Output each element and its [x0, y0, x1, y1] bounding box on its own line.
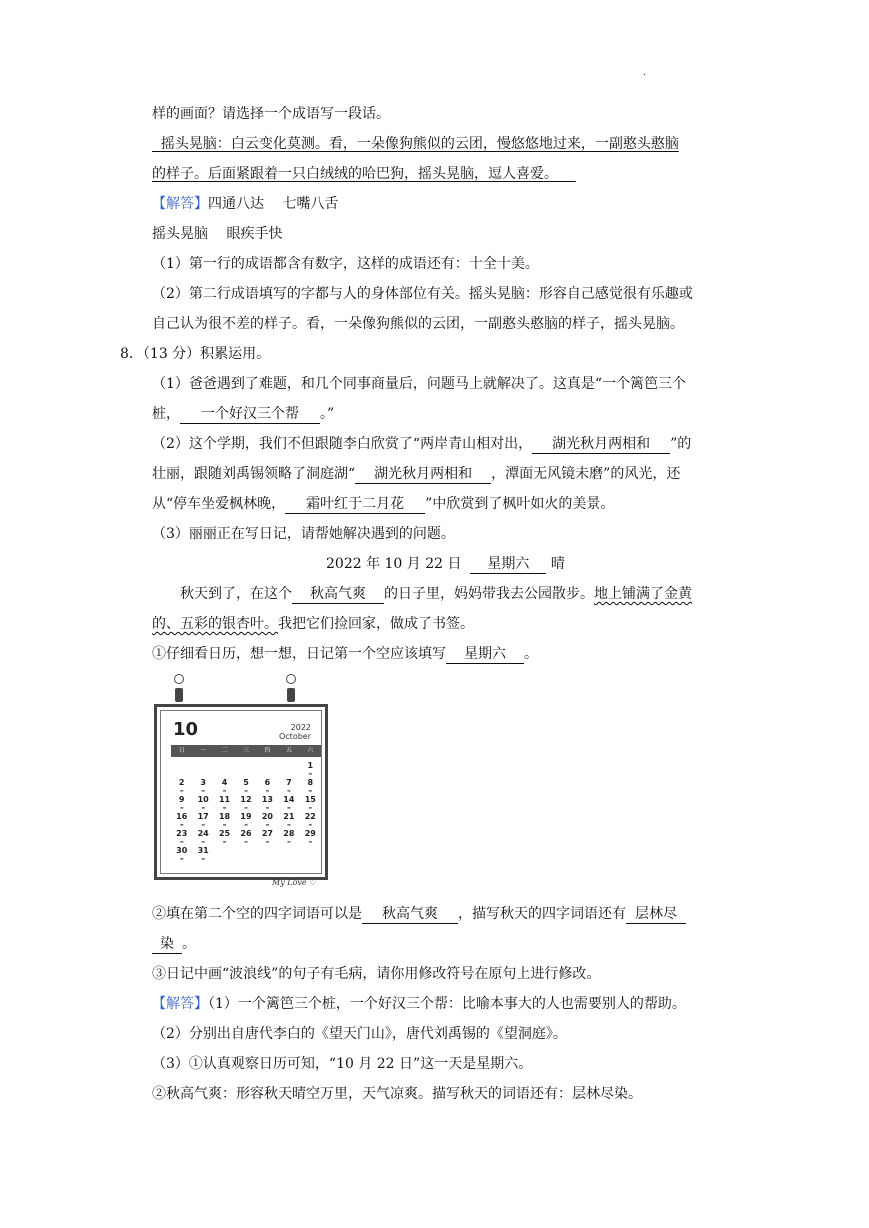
answer-blank: 湖光秋月两相和: [355, 465, 491, 484]
calendar-day-subtext: ▬: [244, 822, 248, 827]
line-1: 样的画面？请选择一个成语写一段话。: [152, 106, 390, 122]
line-2: [152, 134, 679, 156]
calendar-image: [150, 668, 330, 896]
line-26: ②秋高气爽：形容秋天晴空万里，天气凉爽。描写秋天的词语还有：层林尽染。: [152, 1086, 642, 1102]
answer-tag: 【解答】: [152, 196, 208, 212]
calendar-day: [171, 812, 192, 828]
calendar-day-number: 25: [218, 829, 231, 838]
calendar-day: [278, 846, 299, 862]
calendar-day: [257, 812, 278, 828]
diary-line-1-b: 的日子里，妈妈带我去公园散步。: [384, 586, 594, 602]
calendar-board: [154, 704, 328, 880]
calendar-day: [257, 761, 278, 777]
calendar-day-number: 8: [307, 778, 314, 787]
calendar-day: [300, 795, 321, 811]
calendar-day: [300, 812, 321, 828]
calendar-day: [171, 829, 192, 845]
line-15: （3）丽丽正在写日记，请帮她解决遇到的问题。: [152, 526, 455, 542]
line-19: [152, 644, 538, 666]
answer-text: （1）一个篱笆三个桩，一个好汉三个帮：比喻本事大的人也需要别人的帮助。: [208, 996, 686, 1012]
hanger-icon: [286, 674, 296, 702]
calendar-day-subtext: ▬: [222, 805, 227, 810]
idiom-blank: 秋高气爽: [292, 585, 384, 604]
calendar-day-subtext: ▬: [201, 788, 206, 793]
calendar-day-subtext: ▬: [179, 822, 184, 827]
calendar-signature: My Love ♡: [272, 878, 317, 887]
wavy-sentence-part-1: 地上铺满了金黄: [594, 586, 692, 602]
calendar-day-number: 26: [240, 829, 252, 838]
calendar-day: [192, 812, 213, 828]
calendar-day: [257, 795, 278, 811]
calendar-day: [257, 829, 278, 845]
calendar-weekday: 日: [178, 747, 185, 754]
calendar-day-number: 21: [283, 812, 295, 821]
calendar-day-subtext: ▬: [244, 788, 248, 793]
calendar-day-subtext: ▬: [179, 856, 184, 861]
calendar-day-number: 12: [240, 795, 252, 804]
line-12: [152, 434, 691, 456]
weather: 晴: [550, 556, 565, 572]
answer-blank: 霜叶红于二月花: [285, 495, 425, 514]
line-21: [152, 934, 196, 956]
calendar-day: [171, 761, 192, 777]
calendar-month: 10: [173, 719, 199, 740]
line-3: [152, 164, 576, 186]
calendar-day-number: 29: [304, 829, 316, 838]
calendar-day-number: 27: [261, 829, 273, 838]
answer-line-1: [152, 194, 338, 216]
calendar-day-number: 18: [218, 812, 231, 821]
line-11-b: 。”: [320, 406, 335, 422]
calendar-day: [214, 761, 235, 777]
calendar-day: [235, 829, 256, 845]
line-19-b: 。: [524, 646, 538, 662]
calendar-day: [257, 846, 278, 862]
calendar-day-number: 20: [261, 812, 273, 821]
line-21-b: 。: [182, 936, 196, 952]
calendar-day: [192, 778, 213, 794]
calendar-day-number: 11: [218, 795, 231, 804]
line-13: [152, 464, 680, 486]
calendar-day-number: 31: [197, 846, 209, 855]
line-19-a: ①仔细看日历，想一想，日记第一个空应该填写: [152, 646, 446, 662]
calendar-day-subtext: ▬: [222, 839, 227, 844]
calendar-day-number: 19: [240, 812, 252, 821]
calendar-day-number: 7: [286, 778, 292, 787]
calendar-day: [235, 812, 256, 828]
line-24: （2）分别出自唐代李白的《望天门山》，唐代刘禹锡的《望洞庭》。: [152, 1026, 567, 1042]
calendar-day-subtext: ▬: [179, 788, 184, 793]
line-10: （1）爸爸遇到了难题，和几个同事商量后，问题马上就解决了。这真是“一个篱笆三个: [152, 376, 687, 392]
calendar-day-subtext: ▬: [265, 839, 270, 844]
calendar-day: [300, 761, 321, 777]
calendar-day: [235, 846, 256, 862]
calendar-day: [300, 846, 321, 862]
diary-line-2: [152, 614, 474, 636]
calendar-day-subtext: ▬: [308, 805, 313, 810]
calendar-day-subtext: ▬: [201, 822, 206, 827]
calendar-weekday: 三: [242, 747, 249, 754]
line-25: （3）①认真观察日历可知，“10 月 22 日”这一天是星期六。: [152, 1056, 533, 1072]
calendar-day: [192, 829, 213, 845]
line-14: [152, 494, 614, 516]
page-marker: ·: [643, 70, 647, 81]
line-13-a: 壮丽，跟随刘禹锡领略了洞庭湖“: [152, 466, 356, 482]
calendar-day-subtext: ▬: [286, 822, 291, 827]
calendar-day-subtext: ▬: [201, 805, 206, 810]
answer-blank: 一个好汉三个帮: [180, 405, 320, 424]
line-8: 自己认为很不差的样子。看，一朵像狗熊似的云团，一副憨头憨脑的样子，摇头晃脑。: [152, 316, 684, 332]
calendar-day-subtext: ▬: [265, 805, 270, 810]
line-3-text: 的样子。后面紧跟着一只白绒绒的哈巴狗，摇头晃脑，逗人喜爱。: [152, 166, 558, 182]
answer-blank: 层林尽: [626, 905, 686, 924]
calendar-day: [192, 846, 213, 862]
calendar-day-number: 2: [178, 778, 185, 787]
line-20: [152, 904, 686, 926]
calendar-day-number: 10: [197, 795, 209, 804]
calendar-day: [278, 795, 299, 811]
wavy-sentence-part-2: 的、五彩的银杏叶。: [152, 616, 278, 632]
calendar-month-name: October: [278, 732, 311, 741]
line-7: （2）第二行成语填写的字都与人的身体部位有关。摇头晃脑：形容自己感觉很有乐趣或: [152, 286, 693, 302]
calendar-day: [278, 829, 299, 845]
calendar-weekday: 一: [200, 747, 207, 754]
line-6: （1）第一行的成语都含有数字，这样的成语还有：十全十美。: [152, 256, 539, 272]
line-22: ③日记中画“波浪线”的句子有毛病，请你用修改符号在原句上进行修改。: [152, 966, 601, 982]
calendar-day-subtext: ▬: [179, 839, 184, 844]
calendar-day-number: 6: [264, 778, 271, 787]
calendar-day-number: 9: [178, 795, 185, 804]
calendar-day-number: 4: [221, 778, 228, 787]
diary-date: 2022 年 10 月 22 日: [326, 556, 462, 572]
calendar-day-number: 28: [283, 829, 295, 838]
calendar-day-subtext: ▬: [222, 822, 227, 827]
calendar-day: [171, 778, 192, 794]
answer-blank: 染: [152, 935, 182, 954]
calendar-day-number: 5: [243, 778, 249, 787]
answer-blank: 星期六: [446, 645, 524, 664]
line-5: 摇头晃脑 眼疾手快: [152, 226, 283, 242]
calendar-day: [214, 778, 235, 794]
calendar-day-subtext: ▬: [265, 788, 270, 793]
calendar-day-number: 3: [200, 778, 206, 787]
line-2-text: 摇头晃脑：白云变化莫测。看，一朵像狗熊似的云团，慢悠悠地过来，一副憨头憨脑: [160, 136, 679, 152]
calendar-day: [278, 778, 299, 794]
calendar-day-number: 1: [307, 761, 314, 770]
calendar-day-number: 17: [197, 812, 209, 821]
calendar-day-number: 24: [197, 829, 209, 838]
calendar-day-grid: [171, 761, 321, 862]
calendar-day-subtext: ▬: [308, 771, 313, 776]
line-11-a: 桩，: [152, 406, 180, 422]
answer-tag: 【解答】: [152, 996, 208, 1012]
calendar-day: [257, 778, 278, 794]
hanger-icon: [174, 674, 184, 702]
calendar-day-subtext: ▬: [286, 788, 291, 793]
calendar-day-number: 23: [176, 829, 188, 838]
calendar-day-number: 15: [304, 795, 316, 804]
line-12-b: ”的: [670, 436, 692, 452]
calendar-day-number: 13: [261, 795, 273, 804]
calendar-year-block: [279, 723, 311, 741]
calendar-weekday-header: [171, 745, 321, 757]
calendar-day: [235, 778, 256, 794]
calendar-day-subtext: ▬: [244, 839, 248, 844]
calendar-day: [214, 846, 235, 862]
calendar-day-subtext: ▬: [308, 839, 313, 844]
calendar-weekday: 五: [285, 747, 292, 754]
calendar-day: [192, 761, 213, 777]
answer-blank: 秋高气爽: [362, 905, 458, 924]
calendar-day-subtext: ▬: [179, 805, 184, 810]
calendar-day-subtext: ▬: [286, 839, 291, 844]
line-12-a: （2）这个学期，我们不但跟随李白欣赏了“两岸青山相对出，: [152, 436, 533, 452]
calendar-day-subtext: ▬: [201, 839, 206, 844]
calendar-day-number: 16: [176, 812, 188, 821]
diary-line-1-a: 秋天到了，在这个: [180, 586, 292, 602]
calendar-day-subtext: ▬: [244, 805, 248, 810]
calendar-day-subtext: ▬: [308, 788, 313, 793]
line-14-b: ”中欣赏到了枫叶如火的美景。: [425, 496, 615, 512]
calendar-day-subtext: ▬: [308, 822, 313, 827]
calendar-weekday: 四: [264, 747, 271, 754]
calendar-day: [192, 795, 213, 811]
calendar-weekday: 二: [221, 747, 228, 754]
calendar-day: [214, 812, 235, 828]
calendar-day: [300, 829, 321, 845]
line-11: [152, 404, 334, 426]
calendar-day: [214, 795, 235, 811]
calendar-day-number: 14: [283, 795, 295, 804]
calendar-day-number: 22: [304, 812, 316, 821]
calendar-day: [278, 761, 299, 777]
answer-text: 四通八达 七嘴八舌: [208, 196, 339, 212]
answer-blank: 湖光秋月两相和: [532, 435, 670, 454]
calendar-day-number: 30: [176, 846, 188, 855]
question-8-title: 8．（13 分）积累运用。: [120, 346, 271, 362]
calendar-day: [171, 795, 192, 811]
line-20-b: ，描写秋天的四字词语还有: [458, 906, 626, 922]
line-20-a: ②填在第二个空的四字词语可以是: [152, 906, 362, 922]
calendar-year: 2022: [290, 723, 311, 732]
line-13-b: ，潭面无风镜未磨”的风光，还: [491, 466, 681, 482]
diary-line-1: [180, 584, 692, 606]
calendar-day: [235, 761, 256, 777]
calendar-day: [235, 795, 256, 811]
calendar-day-subtext: ▬: [286, 805, 291, 810]
answer-line-2: [152, 994, 686, 1016]
calendar-day: [171, 846, 192, 862]
calendar-day-subtext: ▬: [265, 822, 270, 827]
calendar-day: [278, 812, 299, 828]
calendar-day: [300, 778, 321, 794]
diary-date-line: [326, 554, 565, 576]
calendar-day-subtext: ▬: [201, 856, 206, 861]
weekday-blank: 星期六: [470, 555, 546, 574]
diary-line-2-b: 我把它们捡回家，做成了书签。: [278, 616, 474, 632]
line-14-a: 从“停车坐爱枫林晚，: [152, 496, 286, 512]
calendar-day: [214, 829, 235, 845]
calendar-day-subtext: ▬: [222, 788, 227, 793]
calendar-weekday: 六: [307, 747, 314, 754]
